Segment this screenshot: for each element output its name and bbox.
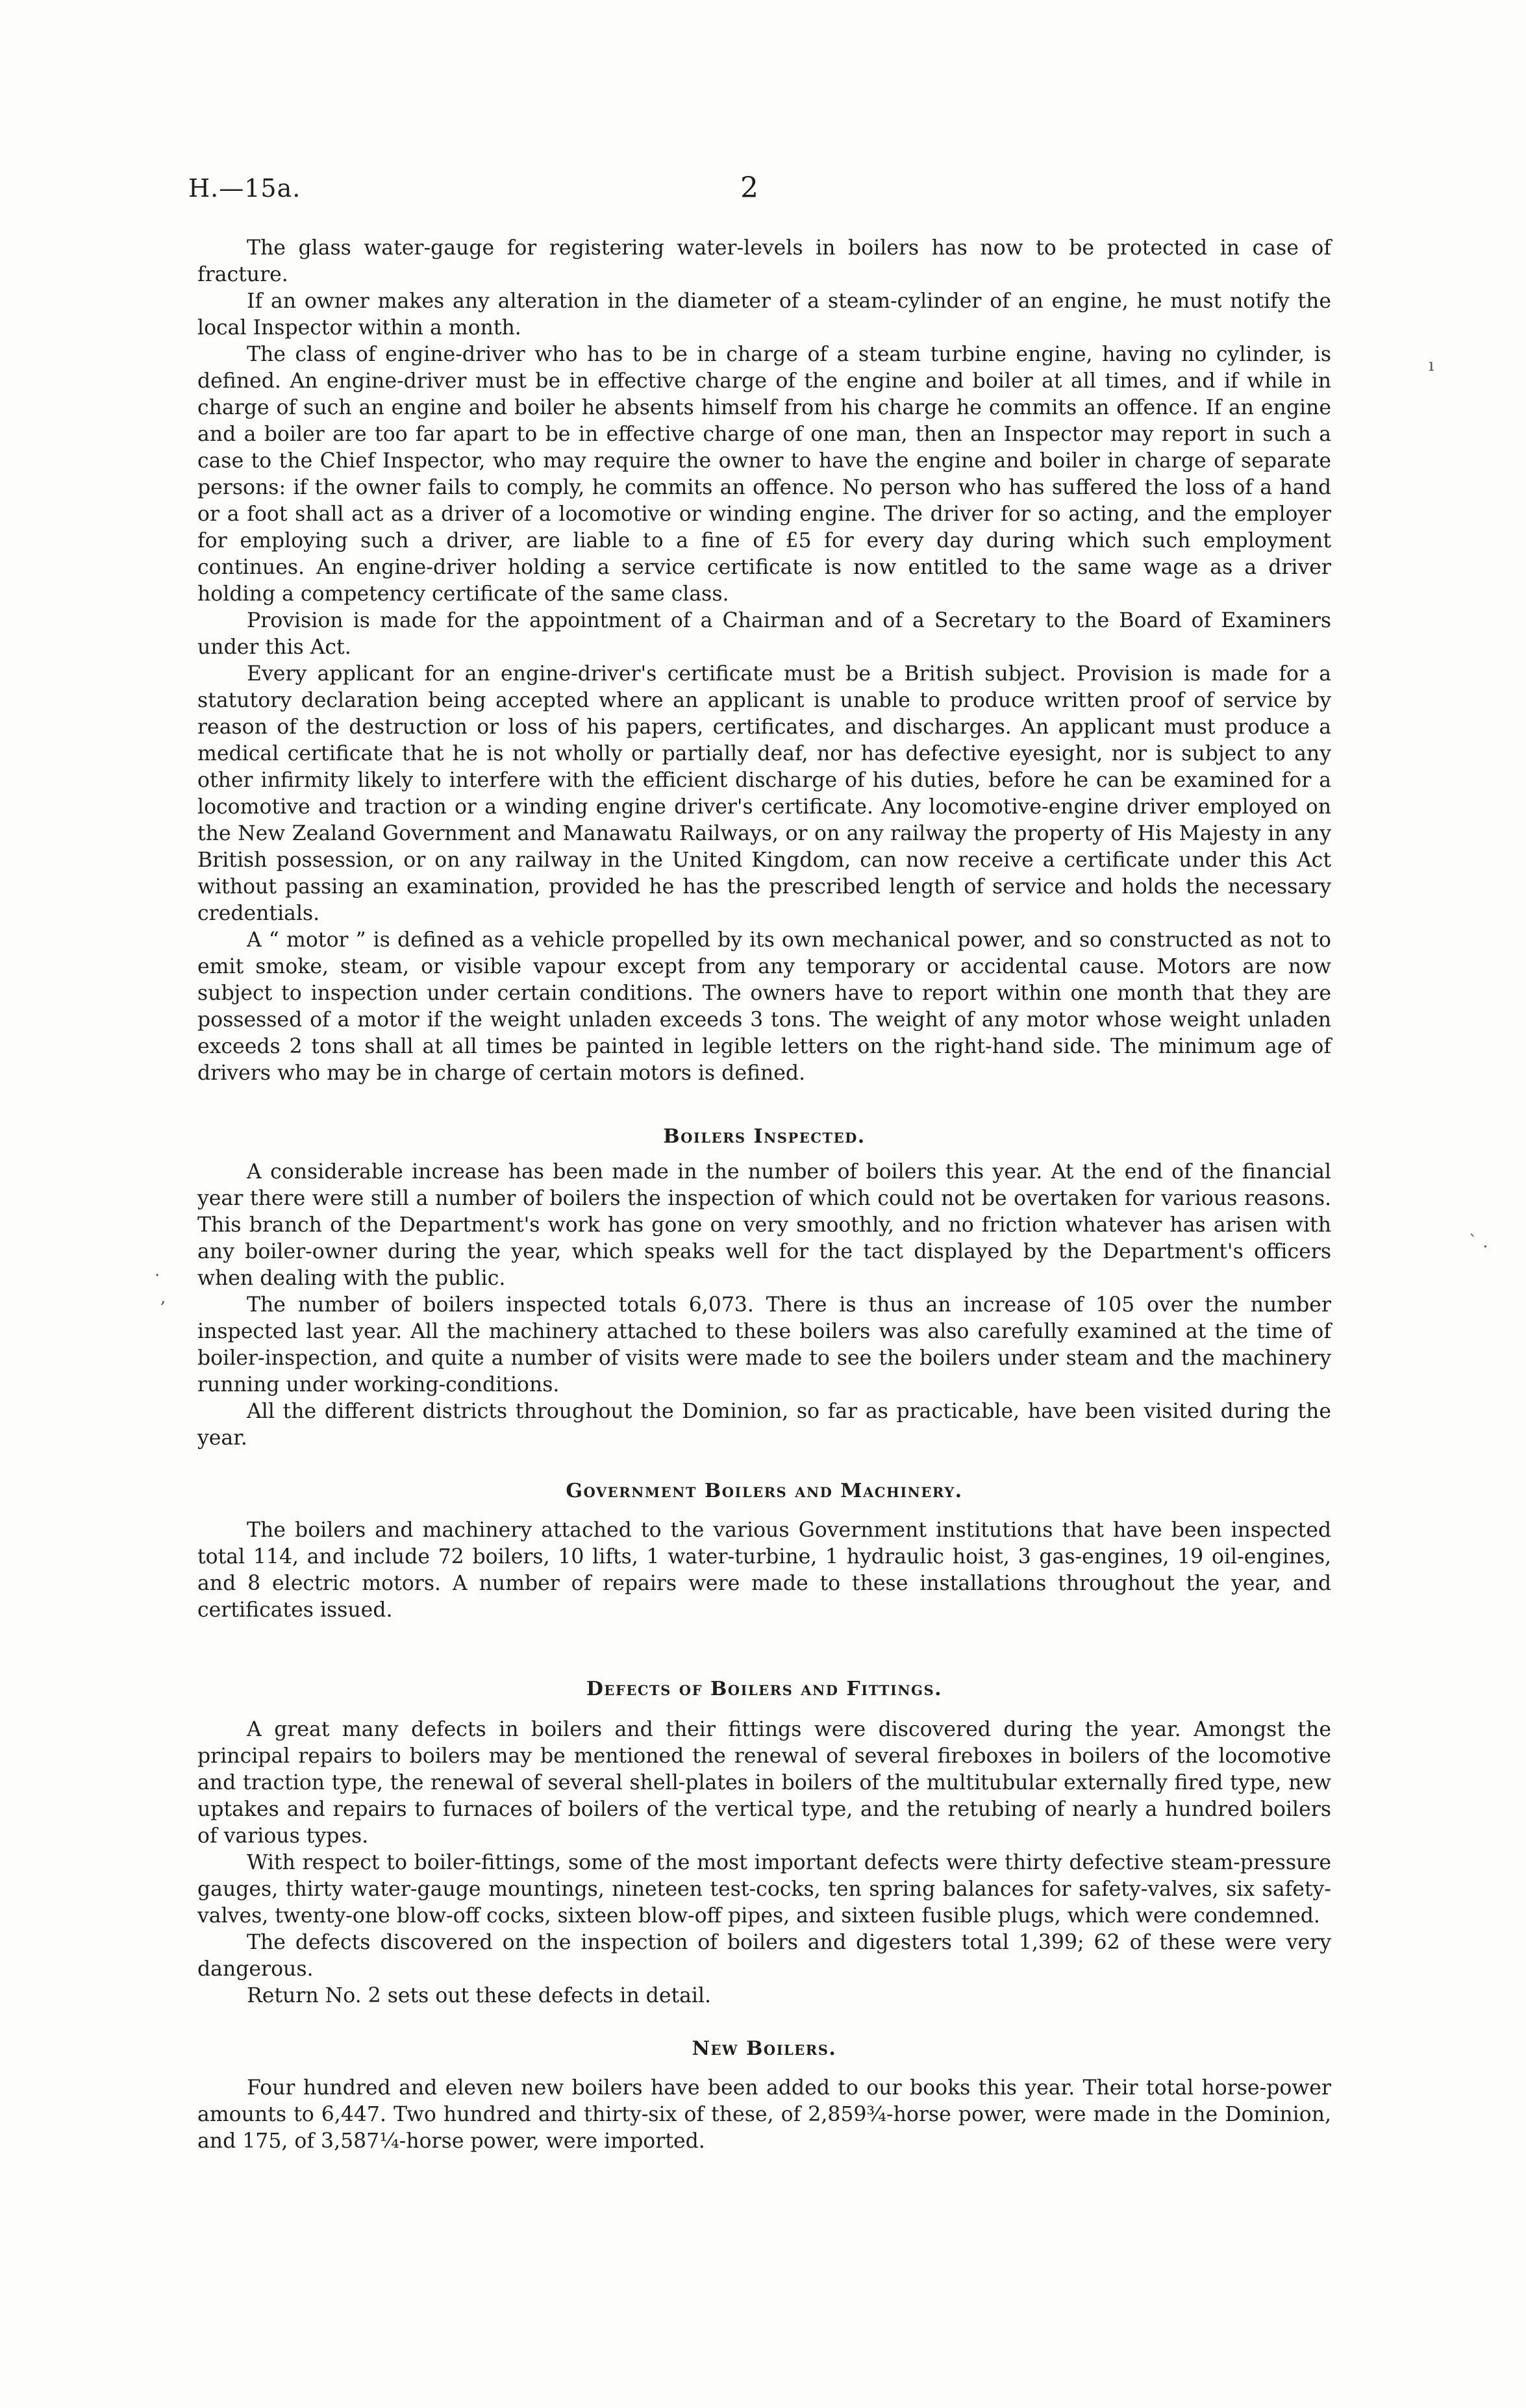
paragraph: Provision is made for the appointment of a Chairman and of a Secretary to the Board of Examiners under this Act. bbox=[197, 609, 1331, 659]
paragraph: The class of engine-driver who has to be in charge of a steam turbine engine, having no cylinder, is defined. An engine-driver must be in effective charge of the engine and boiler at all times, and if while in charge of such an engine and boiler he absents himself from his charge he commits an offence. If an engine and a boiler are too far apart to be in effective charge of one man, then an Inspector may report in such a case to the Chief Inspector, who may require the owner to have the engine and boiler in charge of separate persons: if the owner fails to comply, he commits an offence. No person who has suffered the loss of a hand or a foot shall act as a driver of a locomotive or winding engine. The driver for so acting, and the employer for employing such a driver, are liable to a fine of £5 for every day during which such employment continues. An engine-driver holding a service certificate is now entitled to the same wage as a driver holding a competency certificate of the same class. bbox=[197, 343, 1331, 606]
paragraph: Return No. 2 sets out these defects in detail. bbox=[247, 1984, 712, 2007]
paragraph: All the different districts throughout the Dominion, so far as practicable, have been visited during the year. bbox=[197, 1400, 1331, 1450]
document-reference: H.—15a. bbox=[188, 174, 301, 203]
paragraph: The defects discovered on the inspection of boilers and digesters total 1,399; 62 of these were very dangerous. bbox=[197, 1931, 1331, 1981]
section-heading-boilers-inspected: Boilers Inspected. bbox=[663, 1125, 866, 1148]
document-body bbox=[197, 235, 1331, 2155]
margin-mark: ˋ . bbox=[1469, 1232, 1488, 1252]
paragraph: The boilers and machinery attached to the various Government institutions that have been inspected total 114, and include 72 boilers, 10 lifts, 1 water-turbine, 1 hydraulic hoist, 3 gas-engines, 19 oil-engines, and 8 electric motors. A number of repairs were made to these installations throughout the year, and certificates issued. bbox=[197, 1519, 1331, 1622]
paragraph: A great many defects in boilers and their fittings were discovered during the year. Amongst the principal repairs to boilers may be mentioned the renewal of several fireboxes in boilers of the locomotive and traction type, the renewal of several shell-plates in boilers of the multitubular externally fired type, new uptakes and repairs to furnaces of boilers of the vertical type, and the retubing of nearly a hundred boilers of various types. bbox=[197, 1718, 1331, 1848]
section-heading-government-boilers: Government Boilers and Machinery. bbox=[566, 1480, 963, 1502]
paragraph: The glass water-gauge for registering water-levels in boilers has now to be protected in case of fracture. bbox=[197, 236, 1331, 286]
paragraph: The number of boilers inspected totals 6,073. There is thus an increase of 105 over the number inspected last year. All the machinery attached to these boilers was also carefully examined at the time of boiler-inspection, and quite a number of visits were made to see the boilers under steam and the machinery running under working-conditions. bbox=[197, 1293, 1331, 1396]
margin-mark: · bbox=[155, 1266, 160, 1285]
paragraph: With respect to boiler-fittings, some of the most important defects were thirty defective steam-pressure gauges, thirty water-gauge mountings, nineteen test-cocks, ten spring balances for safety-valves, six safety-valves, twenty-one blow-off cocks, sixteen blow-off pipes, and sixteen fusible plugs, which were condemned. bbox=[197, 1851, 1331, 1928]
section-heading-defects: Defects of Boilers and Fittings. bbox=[586, 1678, 943, 1700]
paragraph: A “ motor ” is defined as a vehicle propelled by its own mechanical power, and so constructed as not to emit smoke, steam, or visible vapour except from any temporary or accidental cause. Motors are now subject to inspection under certain conditions. The owners have to report within one month that they are possessed of a motor if the weight unladen exceeds 3 tons. The weight of any motor whose weight unladen exceeds 2 tons shall at all times be painted in legible letters on the right-hand side. The minimum age of drivers who may be in charge of certain motors is defined. bbox=[197, 928, 1331, 1085]
paragraph: Four hundred and eleven new boilers have been added to our books this year. Their total horse-power amounts to 6,447. Two hundred and thirty-six of these, of 2,859¾-horse power, were made in the Dominion, and 175, of 3,587¼-horse power, were imported. bbox=[197, 2076, 1331, 2153]
section-heading-new-boilers: New Boilers. bbox=[692, 2037, 837, 2060]
margin-mark: ı bbox=[1429, 356, 1434, 375]
margin-mark: , bbox=[160, 1288, 166, 1308]
page-header bbox=[188, 171, 1338, 213]
paragraph: Every applicant for an engine-driver's certificate must be a British subject. Provision is made for a statutory declaration being accepted where an applicant is unable to produce written proof of service by reason of the destruction or loss of his papers, certificates, and discharges. An applicant must produce a medical certificate that he is not wholly or partially deaf, nor has defective eyesight, nor is subject to any other infirmity likely to interfere with the efficient discharge of his duties, before he can be examined for a locomotive and traction or a winding engine driver's certificate. Any locomotive-engine driver employed on the New Zealand Government and Manawatu Railways, or on any railway the property of His Majesty in any British possession, or on any railway in the United Kingdom, can now receive a certificate under this Act without passing an examination, provided he has the prescribed length of service and holds the necessary credentials. bbox=[197, 662, 1331, 925]
paragraph: A considerable increase has been made in the number of boilers this year. At the end of the financial year there were still a number of boilers the inspection of which could not be overtaken for various reasons. This branch of the Department's work has gone on very smoothly, and no friction whatever has arisen with any boiler-owner during the year, which speaks well for the tact displayed by the Department's officers when dealing with the public. bbox=[197, 1160, 1331, 1290]
paragraph: If an owner makes any alteration in the diameter of a steam-cylinder of an engine, he must notify the local Inspector within a month. bbox=[197, 290, 1331, 340]
page-number: 2 bbox=[740, 171, 758, 205]
